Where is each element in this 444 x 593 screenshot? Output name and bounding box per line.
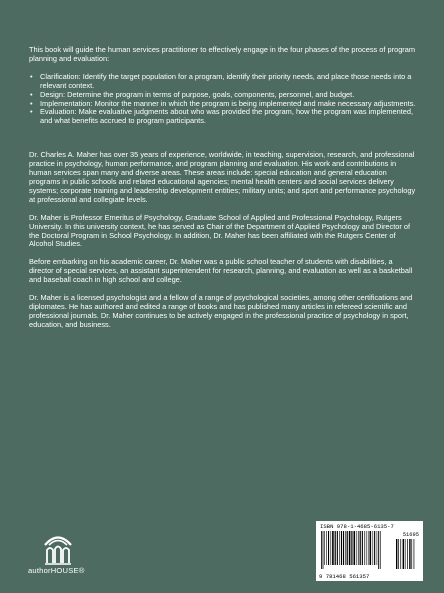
bio-paragraph: Before embarking on his academic career, Dr. Maher was a public school teacher of students with disabilities, a director of special services, an assistant superintendent for research, planning, and evaluation as well as a basketball and baseball coach in high school and college. [29, 257, 413, 285]
phases-list [29, 73, 419, 126]
intro-text: This book will guide the human services practitioner to effectively engage in the four phases of the process of program planning and evaluation: [29, 45, 416, 63]
intro-paragraph [29, 46, 419, 64]
bio-paragraph: Dr. Charles A. Maher has over 35 years of experience, worldwide, in teaching, supervision, research, and professional practice in psychology, human performance, and program planning and evaluation. His work and contributions in human services span many and diverse areas. These areas include: special education and general education programs in public schools and related educational agencies; mental health centers and social services delivery systems; corporate training and leadership development entities; military units; and sport and performance psychology at professional and collegiate levels. [29, 150, 416, 204]
list-item: • Evaluation: Make evaluative judgments about who was provided the program, how the program was implemented, and what benefits accrued to program participants. [29, 108, 419, 126]
isbn-label: ISBN 978-1-4685-6135-7 [320, 523, 394, 530]
list-item: • Design: Determine the program in terms of purpose, goals, components, personnel, and budget. [29, 91, 419, 100]
bio-paragraph: Dr. Maher is Professor Emeritus of Psychology, Graduate School of Applied and Professional Psychology, Rutgers University. In this university context, he has served as Chair of the Department of Applied Psychology and Director of the Doctoral Program in School Psychology. In addition, Dr. Maher has been affiliated with the Rutgers Center of Alcohol Studies. [29, 212, 411, 249]
barcode-number: 9 781468 561357 [319, 573, 370, 580]
isbn-barcode [316, 521, 423, 581]
price-code: 51695 [402, 532, 419, 538]
bio-paragraph: Dr. Maher is a licensed psychologist and a fellow of a range of psychological societies, among other certifications and diplomates. He has authored and edited a range of books and has published many articles in refereed scientific and professional journals. Dr. Maher continues to be actively engaged in the professional practice of psychology in sport, education, and business. [29, 293, 413, 329]
house-arches-icon [43, 532, 73, 565]
list-item: • Implementation: Monitor the manner in which the program is being implemented and make necessary adjustments. [29, 100, 419, 109]
publisher-name: authorHOUSE® [28, 566, 85, 575]
publisher-logo [28, 532, 90, 580]
back-cover-text [29, 46, 419, 339]
section-spacer [29, 126, 419, 151]
list-item: • Clarification: Identify the target population for a program, identify their priority needs, and place those needs into a relevant context. [29, 73, 419, 91]
